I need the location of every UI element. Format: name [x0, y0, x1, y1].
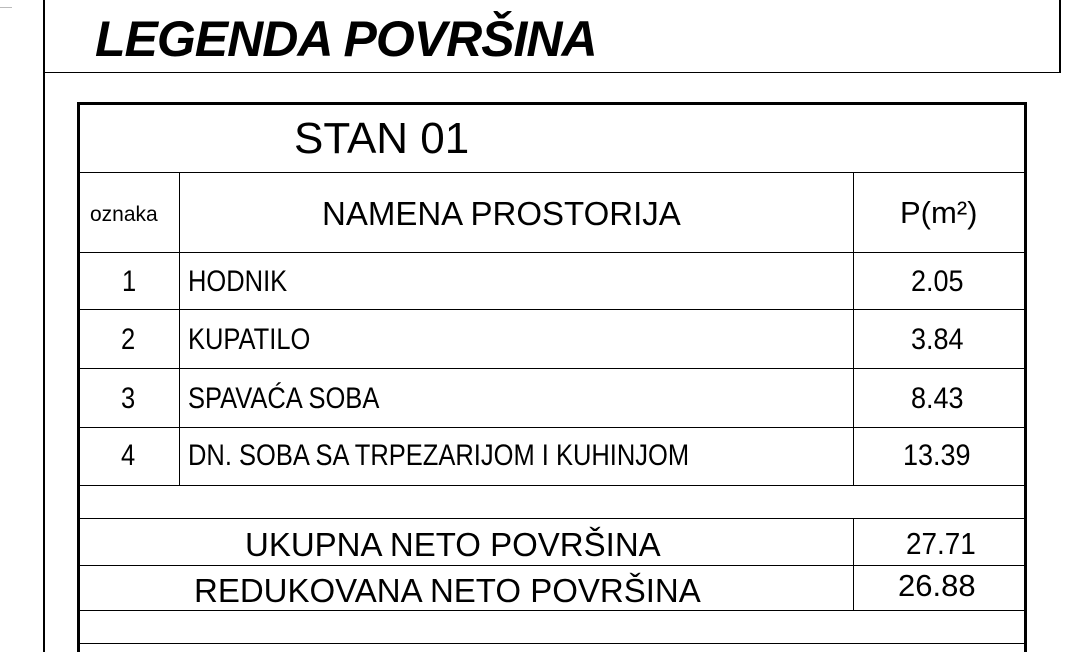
- rule-between-totals: [77, 565, 1027, 566]
- rule-after-unit: [77, 172, 1027, 173]
- row-1-area: 2.05: [911, 265, 964, 298]
- outer-frame-left: [43, 0, 45, 652]
- rule-after-header: [77, 252, 1027, 253]
- outer-frame-right: [1059, 0, 1061, 72]
- rule-after-row-4: [77, 485, 1027, 486]
- header-code: oznaka: [90, 203, 158, 226]
- row-4-area: 13.39: [903, 439, 971, 472]
- table-border-top: [77, 102, 1027, 105]
- total-net-value: 27.71: [906, 526, 976, 561]
- row-3-code: 3: [121, 382, 136, 415]
- rule-before-totals: [77, 518, 1027, 519]
- rule-after-row-1: [77, 309, 1027, 310]
- outer-frame-tick: [0, 7, 12, 8]
- total-reduced-label: REDUKOVANA NETO POVRŠINA: [194, 572, 701, 609]
- header-area: P(m²): [900, 195, 978, 230]
- outer-frame-divider: [43, 72, 1061, 73]
- rule-bottom: [77, 643, 1027, 644]
- col-divider-area: [853, 172, 854, 485]
- table-border-right: [1024, 102, 1027, 652]
- row-2-name: KUPATILO: [188, 323, 311, 356]
- col-divider-totals: [853, 518, 854, 610]
- rule-after-row-3: [77, 427, 1027, 428]
- legend-title: LEGENDA POVRŠINA: [95, 11, 597, 67]
- table-border-left: [77, 102, 80, 652]
- row-4-name: DN. SOBA SA TRPEZARIJOM I KUHINJOM: [188, 439, 690, 472]
- rule-after-row-2: [77, 368, 1027, 369]
- total-net-label: UKUPNA NETO POVRŠINA: [245, 526, 661, 563]
- row-3-area: 8.43: [911, 382, 964, 415]
- row-3-name: SPAVAĆA SOBA: [188, 382, 380, 415]
- row-1-name: HODNIK: [188, 265, 288, 298]
- row-1-code: 1: [122, 265, 137, 298]
- col-divider-code: [179, 172, 180, 485]
- total-reduced-value: 26.88: [898, 568, 976, 603]
- row-4-code: 4: [121, 439, 136, 472]
- rule-after-totals: [77, 610, 1027, 611]
- header-room-name: NAMENA PROSTORIJA: [322, 195, 681, 232]
- row-2-area: 3.84: [911, 323, 964, 356]
- unit-title: STAN 01: [294, 114, 470, 163]
- row-2-code: 2: [121, 323, 136, 356]
